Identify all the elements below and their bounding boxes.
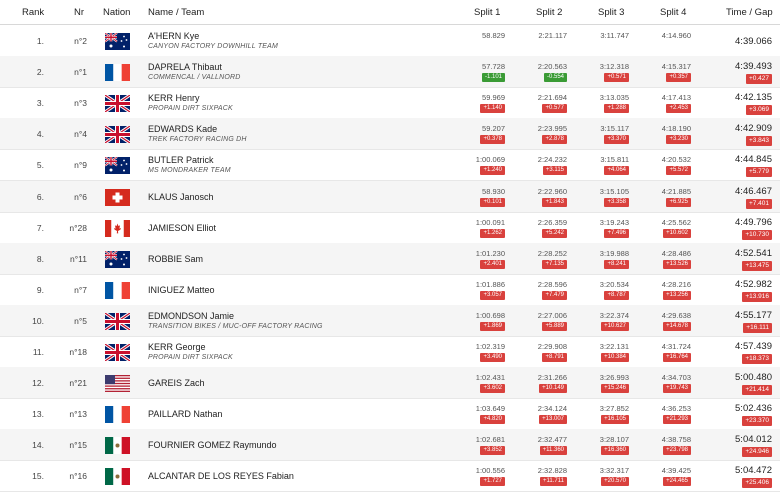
split-time: 1:02.319 (475, 342, 505, 351)
split-gap-badge: +7.135 (542, 260, 567, 269)
split-gap-badge: +1.240 (480, 166, 505, 175)
usa-flag-icon (105, 375, 130, 392)
split-gap-badge: +5.572 (666, 166, 691, 175)
split-gap-badge: +11.711 (540, 477, 567, 486)
bib-number: n°5 (74, 315, 87, 326)
table-row[interactable] (0, 56, 780, 88)
split-gap-badge: +10.384 (601, 353, 629, 362)
split-time: 4:36.253 (661, 404, 691, 414)
canada-flag-icon (105, 220, 130, 237)
split-time: 58.930 (482, 186, 505, 196)
rank-cell: 2. (36, 67, 44, 78)
rider-name[interactable]: KERR Henry (148, 93, 200, 104)
header-nation[interactable]: Nation (103, 7, 131, 18)
final-time: 4:52.982 (735, 278, 772, 290)
split-gap-badge: +10.149 (539, 384, 567, 393)
split-time: 2:28.596 (537, 279, 567, 289)
split-gap-badge: +20.570 (601, 477, 629, 486)
gap-badge: +10.730 (742, 230, 772, 240)
split-time: 2:29.908 (537, 342, 567, 351)
split-time: 1:02.431 (475, 373, 505, 383)
bib-number: n°6 (74, 191, 87, 202)
table-header (0, 0, 780, 25)
split-time: 3:26.993 (599, 373, 629, 383)
split-gap-badge: +0.571 (604, 73, 629, 82)
rank-cell: 15. (32, 471, 44, 482)
bib-number: n°1 (74, 67, 87, 78)
split-time: 4:20.532 (661, 155, 691, 165)
rank-cell: 6. (36, 191, 44, 202)
split-time: 1:02.681 (475, 435, 505, 445)
split-time: 4:29.638 (661, 310, 691, 320)
rider-name[interactable]: DAPRELA Thibaut (148, 62, 222, 73)
team-name: CANYON FACTORY DOWNHILL TEAM (148, 43, 279, 50)
header-name-team[interactable]: Name / Team (148, 7, 205, 18)
split-time: 2:20.563 (537, 62, 567, 72)
gap-badge: +13.916 (742, 292, 772, 302)
split-gap-badge: +2.401 (480, 260, 505, 269)
rank-cell: 8. (36, 253, 44, 264)
final-time: 5:04.012 (735, 434, 772, 446)
split-time: 3:28.107 (599, 435, 629, 445)
split-gap-badge: +3.490 (480, 353, 505, 362)
australia-flag-icon (105, 33, 130, 50)
split-time: 4:25.562 (661, 217, 691, 227)
split-time: 3:12.318 (599, 62, 629, 72)
table-row[interactable] (0, 87, 780, 119)
split-time: 4:14.960 (661, 31, 691, 40)
split-time: 3:22.374 (599, 310, 629, 320)
final-time: 4:46.467 (735, 185, 772, 197)
split-time: 2:27.006 (537, 310, 567, 320)
final-time: 4:52.541 (735, 247, 772, 259)
split-time: 3:11.747 (600, 31, 629, 40)
table-row[interactable] (0, 243, 780, 275)
gap-badge: +3.069 (746, 105, 772, 115)
split-time: 3:15.811 (600, 155, 629, 165)
bib-number: n°15 (69, 440, 87, 451)
rank-cell: 7. (36, 222, 44, 233)
split-gap-badge: +7.496 (604, 229, 629, 238)
france-flag-icon (105, 64, 130, 81)
split-time: 2:26.359 (537, 217, 567, 227)
rider-name[interactable]: ALCANTAR DE LOS REYES Fabian (148, 471, 294, 482)
bib-number: n°18 (69, 347, 87, 357)
split-gap-badge: +10.602 (663, 229, 691, 238)
gap-badge: +0.427 (746, 74, 772, 84)
split-gap-badge: +16.105 (601, 415, 629, 424)
split-gap-badge: +13.526 (663, 260, 691, 269)
france-flag-icon (105, 282, 130, 299)
table-row[interactable] (0, 398, 780, 430)
split-gap-badge: +1.843 (542, 198, 567, 207)
split-gap-badge: +5.242 (542, 229, 567, 238)
rank-cell: 13. (32, 409, 44, 420)
split-gap-badge: +13.256 (663, 291, 691, 300)
final-time: 4:49.796 (735, 216, 772, 228)
bib-number: n°2 (74, 36, 87, 46)
final-time: 5:00.480 (735, 372, 772, 384)
bib-number: n°4 (74, 129, 87, 140)
split-gap-badge: +8.241 (604, 260, 629, 269)
gap-badge: +23.370 (742, 416, 772, 426)
rank-cell: 9. (36, 284, 44, 295)
split-gap-badge: +7.479 (542, 291, 567, 300)
team-name: COMMENCAL / VALLNORD (148, 74, 241, 82)
split-time: 4:15.317 (661, 62, 691, 72)
rank-cell: 5. (36, 160, 44, 171)
split-time: 1:01.230 (475, 248, 505, 258)
split-gap-badge: +3.115 (543, 166, 567, 175)
uk-flag-icon (105, 126, 130, 143)
team-name: MS MONDRAKER TEAM (148, 167, 231, 175)
split-gap-badge: +0.101 (480, 198, 505, 207)
split-time: 3:13.035 (599, 93, 629, 103)
table-row[interactable] (0, 181, 780, 213)
split-time: 2:23.995 (537, 124, 567, 134)
table-row[interactable] (0, 429, 780, 461)
split-time: 3:19.243 (599, 217, 629, 227)
rider-name[interactable]: ROBBIE Sam (148, 253, 204, 264)
split-time: 4:34.703 (661, 373, 691, 383)
split-gap-badge: +3.602 (480, 384, 505, 393)
rider-name[interactable]: KERR George (148, 342, 206, 352)
gap-badge: +16.111 (743, 323, 772, 333)
split-time: 59.969 (482, 93, 505, 103)
table-row[interactable] (0, 118, 780, 150)
split-time: 4:39.425 (661, 466, 691, 476)
table-row[interactable] (0, 305, 780, 337)
gap-badge: +5.779 (746, 167, 772, 177)
split-gap-badge: +1.869 (480, 322, 505, 331)
split-time: 2:24.232 (537, 155, 567, 165)
split-gap-badge: +4.820 (480, 415, 505, 424)
split-time: 1:00.069 (475, 155, 505, 165)
split-time: 4:21.885 (661, 186, 691, 196)
rank-cell: 10. (32, 315, 44, 326)
uk-flag-icon (105, 313, 130, 330)
split-gap-badge: +16.360 (601, 446, 629, 455)
header-rank[interactable]: Rank (22, 7, 45, 18)
split-time: 3:19.988 (599, 248, 629, 258)
rider-name[interactable]: PAILLARD Nathan (148, 409, 223, 420)
header-split4[interactable]: Split 4 (660, 7, 687, 18)
split-time: 57.728 (482, 62, 505, 72)
split-time: 4:38.758 (661, 435, 691, 445)
split-time: 2:28.252 (537, 248, 567, 258)
bib-number: n°28 (69, 222, 87, 233)
split-time: 2:32.477 (537, 435, 567, 445)
table-row[interactable] (0, 25, 780, 57)
split-gap-badge: +15.246 (601, 384, 629, 393)
bib-number: n°7 (74, 284, 87, 295)
final-time: 4:39.066 (735, 36, 772, 47)
gap-badge: +3.843 (746, 136, 772, 146)
split-time: 1:01.886 (475, 279, 505, 289)
split-time: 3:22.131 (599, 342, 629, 351)
split-gap-badge: +1.727 (480, 477, 505, 486)
team-name: PROPAIN DIRT SIXPACK (148, 354, 233, 361)
bib-number: n°21 (69, 378, 87, 389)
table-row[interactable] (0, 460, 780, 492)
split-gap-badge: +8.791 (542, 353, 567, 362)
split-gap-badge: +3.370 (604, 135, 629, 144)
split-gap-badge: +3.057 (480, 291, 505, 300)
split-time: 1:00.556 (475, 466, 505, 476)
france-flag-icon (105, 406, 130, 423)
rider-name[interactable]: BUTLER Patrick (148, 155, 214, 166)
split-gap-badge: +1.288 (604, 104, 629, 113)
split-gap-badge: -1.101 (482, 73, 505, 82)
rider-name[interactable]: A'HERN Kye (148, 31, 200, 41)
split-time: 3:32.317 (599, 466, 629, 476)
header-nr[interactable]: Nr (74, 7, 85, 18)
split-time: 3:20.534 (599, 279, 629, 289)
header-time-gap[interactable]: Time / Gap (726, 7, 773, 18)
split-gap-badge: +24.465 (663, 477, 691, 486)
split-time: 2:32.828 (537, 466, 567, 476)
table-row[interactable] (0, 367, 780, 399)
split-time: 3:15.105 (599, 186, 629, 196)
team-name: PROPAIN DIRT SIXPACK (148, 105, 233, 113)
final-time: 4:42.135 (735, 92, 772, 104)
split-gap-badge: +2.878 (542, 135, 567, 144)
rank-cell: 1. (36, 36, 44, 46)
gap-badge: +7.401 (746, 199, 772, 209)
split-time: 4:18.190 (661, 124, 691, 134)
split-time: 4:17.413 (661, 93, 691, 103)
header-split2[interactable]: Split 2 (536, 7, 563, 18)
rider-name[interactable]: EDWARDS Kade (148, 124, 218, 135)
split-gap-badge: +10.627 (601, 322, 629, 331)
table-row[interactable] (0, 274, 780, 306)
header-split3[interactable]: Split 3 (598, 7, 625, 18)
gap-badge: +21.414 (742, 385, 772, 395)
final-time: 4:55.177 (735, 309, 772, 321)
header-split1[interactable]: Split 1 (474, 7, 501, 18)
gap-badge: +24.946 (742, 447, 772, 457)
split-time: 2:31.266 (537, 373, 567, 383)
rider-name[interactable]: KLAUS Janosch (148, 191, 214, 202)
australia-flag-icon (105, 157, 130, 174)
split-time: 59.207 (482, 124, 505, 134)
split-gap-badge: -0.554 (544, 73, 567, 82)
split-time: 58.829 (482, 31, 505, 40)
split-gap-badge: +23.798 (663, 446, 691, 455)
mexico-flag-icon (105, 437, 130, 454)
split-gap-badge: +3.358 (604, 198, 629, 207)
gap-badge: +13.475 (742, 261, 772, 271)
final-time: 4:39.493 (735, 61, 772, 73)
split-gap-badge: +0.378 (480, 135, 505, 144)
bib-number: n°3 (74, 98, 87, 109)
rider-name[interactable]: FOURNIER GOMEZ Raymundo (148, 440, 277, 451)
team-name: TREK FACTORY RACING DH (148, 136, 247, 144)
split-gap-badge: +14.678 (663, 322, 691, 331)
split-time: 4:28.216 (661, 279, 691, 289)
australia-flag-icon (105, 251, 130, 268)
rank-cell: 14. (32, 440, 44, 451)
split-gap-badge: +11.360 (540, 446, 567, 455)
rank-cell: 4. (36, 129, 44, 140)
split-gap-badge: +3.230 (666, 135, 691, 144)
rank-cell: 11. (32, 347, 44, 357)
table-row[interactable] (0, 212, 780, 244)
split-time: 2:22.960 (537, 186, 567, 196)
final-time: 4:42.909 (735, 123, 772, 135)
split-gap-badge: +8.787 (604, 291, 629, 300)
switzerland-flag-icon (105, 189, 130, 206)
split-gap-badge: +0.357 (666, 73, 691, 82)
split-time: 2:34.124 (537, 404, 567, 414)
bib-number: n°16 (69, 471, 87, 482)
split-gap-badge: +1.140 (480, 104, 505, 113)
split-gap-badge: +13.007 (539, 415, 567, 424)
mexico-flag-icon (105, 468, 130, 485)
table-row[interactable] (0, 336, 780, 368)
uk-flag-icon (105, 95, 130, 112)
split-gap-badge: +3.852 (480, 446, 505, 455)
split-time: 2:21.117 (538, 31, 567, 40)
split-gap-badge: +6.925 (666, 198, 691, 207)
split-gap-badge: +5.889 (542, 322, 567, 331)
split-time: 3:15.117 (600, 124, 629, 134)
final-time: 5:02.436 (735, 403, 772, 415)
uk-flag-icon (105, 344, 130, 361)
gap-badge: +25.406 (742, 478, 772, 488)
split-gap-badge: +1.262 (480, 229, 505, 238)
final-time: 4:44.845 (735, 154, 772, 166)
split-time: 2:21.694 (537, 93, 567, 103)
split-gap-badge: +16.764 (663, 353, 691, 362)
split-gap-badge: +0.577 (542, 104, 567, 113)
split-time: 4:31.724 (661, 342, 691, 351)
rider-name[interactable]: EDMONDSON Jamie (148, 310, 235, 321)
rank-cell: 12. (32, 378, 44, 389)
bib-number: n°11 (70, 253, 87, 264)
rider-name[interactable]: GAREIS Zach (148, 378, 205, 389)
split-time: 1:00.091 (475, 217, 505, 227)
gap-badge: +18.373 (742, 354, 772, 364)
rider-name[interactable]: INIGUEZ Matteo (148, 284, 215, 295)
bib-number: n°13 (69, 409, 87, 420)
final-time: 4:57.439 (735, 341, 772, 352)
rider-name[interactable]: JAMIESON Elliot (148, 222, 217, 233)
split-time: 4:28.486 (661, 248, 691, 258)
final-time: 5:04.472 (735, 465, 772, 477)
rank-cell: 3. (36, 98, 44, 109)
bib-number: n°9 (74, 160, 87, 171)
split-gap-badge: +19.743 (663, 384, 691, 393)
split-time: 1:03.649 (475, 404, 505, 414)
split-time: 3:27.852 (599, 404, 629, 414)
split-time: 1:00.698 (475, 310, 505, 320)
table-row[interactable] (0, 149, 780, 181)
split-gap-badge: +2.453 (666, 104, 691, 113)
team-name: TRANSITION BIKES / MUC-OFF FACTORY RACING (148, 322, 323, 330)
split-gap-badge: +4.064 (604, 166, 629, 175)
split-gap-badge: +21.293 (663, 415, 691, 424)
